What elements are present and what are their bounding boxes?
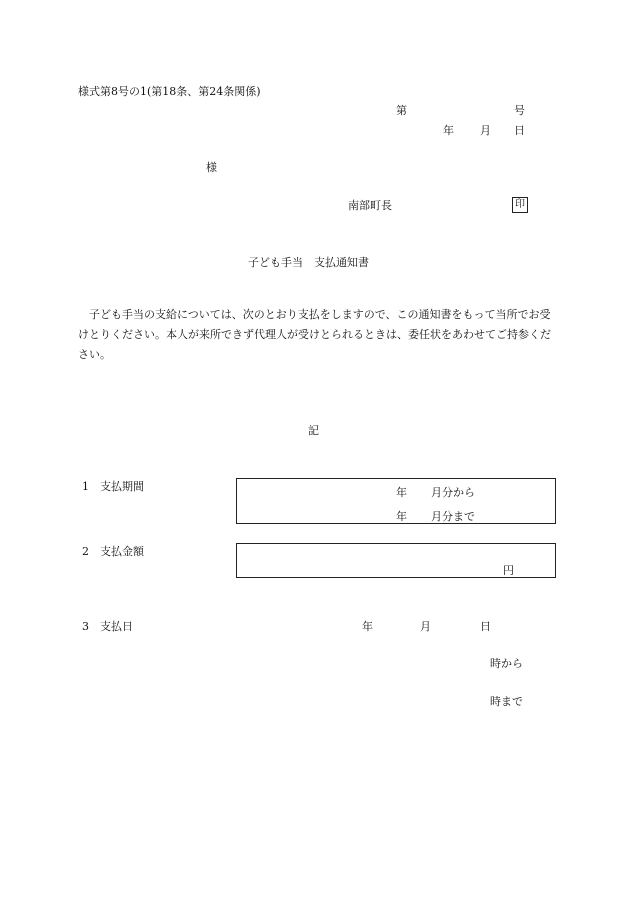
date-month: 月 — [480, 124, 491, 137]
period-to-month: 月分まで — [431, 510, 475, 523]
period-from-year: 年 — [396, 486, 407, 499]
amount-label: 2 支払金額 — [82, 545, 144, 558]
payday-day: 日 — [480, 620, 491, 633]
amount-unit: 円 — [503, 564, 514, 577]
form-number: 様式第8号の1(第18条、第24条関係) — [78, 85, 261, 98]
seal-stamp: 印 — [512, 197, 528, 213]
period-label: 1 支払期間 — [82, 480, 144, 493]
document-title: 子ども手当 支払通知書 — [248, 256, 369, 269]
time-from: 時から — [490, 657, 523, 670]
payday-month: 月 — [420, 620, 431, 633]
number-suffix: 号 — [514, 104, 525, 117]
time-to: 時まで — [490, 695, 523, 708]
number-prefix: 第 — [396, 104, 407, 117]
date-day: 日 — [514, 124, 525, 137]
body-text: 子ども手当の支給については、次のとおり支払をしますので、この通知書をもって当所でお受けとりください。本人が来所できず代理人が受けとられるときは、委任状をあわせてご持参ください。 — [78, 308, 551, 361]
date-label: 3 支払日 — [82, 620, 133, 633]
period-to-year: 年 — [396, 510, 407, 523]
recipient-honorific: 様 — [206, 161, 217, 174]
period-from-month: 月分から — [431, 486, 475, 499]
issuer-name: 南部町長 — [348, 199, 392, 212]
payday-year: 年 — [362, 620, 373, 633]
date-year: 年 — [443, 124, 454, 137]
ki-marker: 記 — [308, 424, 319, 437]
